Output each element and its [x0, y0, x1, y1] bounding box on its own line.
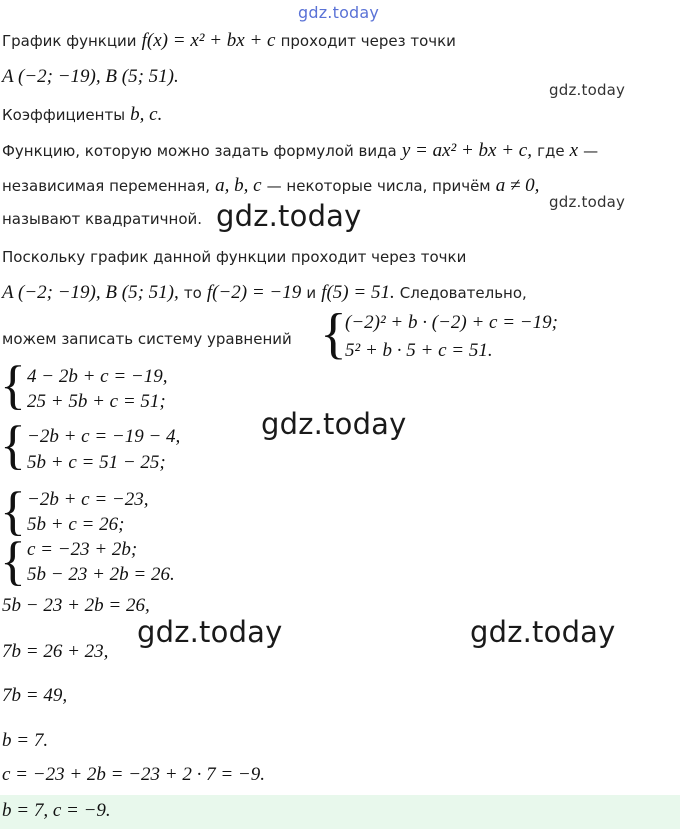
system-intro: можем записать систему уравнений: [2, 330, 292, 348]
problem-text: График функции: [2, 32, 137, 50]
answer: b = 7, c = −9.: [2, 800, 111, 821]
sys0-eq-1: (−2)² + b · (−2) + c = −19;: [345, 312, 558, 333]
theory-text-2: независимая переменная,: [2, 177, 211, 195]
step-5: c = −23 + 2b = −23 + 2 · 7 = −9.: [2, 764, 266, 785]
sys2-eq-1: −2b + c = −19 − 4,: [27, 426, 181, 447]
theory-line-2: [2, 175, 539, 197]
sys3-eq-3: c = −23 + 2b;: [27, 539, 138, 560]
brace-sys3a: {: [0, 481, 26, 541]
quadratic-formula: y = ax² + bx + c,: [401, 140, 532, 161]
sys2-eq-2: 5b + c = 51 − 25;: [27, 452, 166, 473]
solution-intro: Поскольку график данной функции проходит через точки: [2, 248, 467, 266]
sys1-eq-2: 25 + 5b + c = 51;: [27, 391, 166, 412]
theory-text-1: Функцию, которую можно задать формулой вида: [2, 142, 397, 160]
coefficients-formula: b, c.: [130, 104, 163, 125]
step-1: 5b − 23 + 2b = 26,: [2, 595, 150, 616]
watermark-big-2: gdz.today: [470, 615, 616, 649]
sys3-eq-2: 5b + c = 26;: [27, 514, 125, 535]
theory-abc: a, b, c: [215, 175, 262, 196]
theory-condition: a ≠ 0,: [495, 175, 540, 196]
solution-therefore: Следовательно,: [399, 284, 527, 302]
sys0-eq-2: 5² + b · 5 + c = 51.: [345, 340, 493, 361]
step-3: 7b = 49,: [2, 685, 68, 706]
theory-line-3: называют квадратичной.: [2, 210, 203, 228]
solution-f1: f(−2) = −19: [206, 282, 302, 303]
solution-to: то: [183, 284, 202, 302]
function-formula: f(x) = x² + bx + c: [141, 30, 276, 51]
solution-and: и: [306, 284, 317, 302]
theory-dash: —: [583, 142, 599, 160]
watermark-top: gdz.today: [298, 3, 380, 22]
problem-line-3: [2, 104, 162, 126]
brace-sys2: {: [0, 415, 26, 475]
solution-f2: f(5) = 51.: [321, 282, 395, 303]
solution-line-2: [2, 282, 527, 304]
watermark-big-1: gdz.today: [137, 615, 283, 649]
problem-tail: проходит через точки: [280, 32, 456, 50]
sys1-eq-1: 4 − 2b + c = −19,: [27, 366, 168, 387]
watermark-mid-2: gdz.today: [261, 407, 407, 441]
coefficients-label: Коэффициенты: [2, 106, 126, 124]
points-formula: A (−2; −19), B (5; 51).: [2, 66, 179, 87]
brace-sys0: {: [320, 303, 347, 365]
theory-where: где: [537, 142, 565, 160]
step-4: b = 7.: [2, 730, 49, 751]
brace-sys1: {: [0, 355, 26, 415]
theory-x: x: [569, 140, 579, 161]
sys3-eq-4: 5b − 23 + 2b = 26.: [27, 564, 175, 585]
solution-points: A (−2; −19), B (5; 51),: [2, 282, 179, 303]
sys3-eq-1: −2b + c = −23,: [27, 489, 149, 510]
watermark-mid-1: gdz.today: [216, 199, 362, 233]
theory-mid: — некоторые числа, причём: [266, 177, 491, 195]
brace-sys3b: {: [0, 531, 26, 591]
theory-line-1: [2, 140, 598, 162]
watermark-right-2: gdz.today: [549, 193, 626, 211]
watermark-right-1: gdz.today: [549, 81, 626, 99]
step-2: 7b = 26 + 23,: [2, 641, 109, 662]
problem-line-1: [2, 30, 456, 52]
